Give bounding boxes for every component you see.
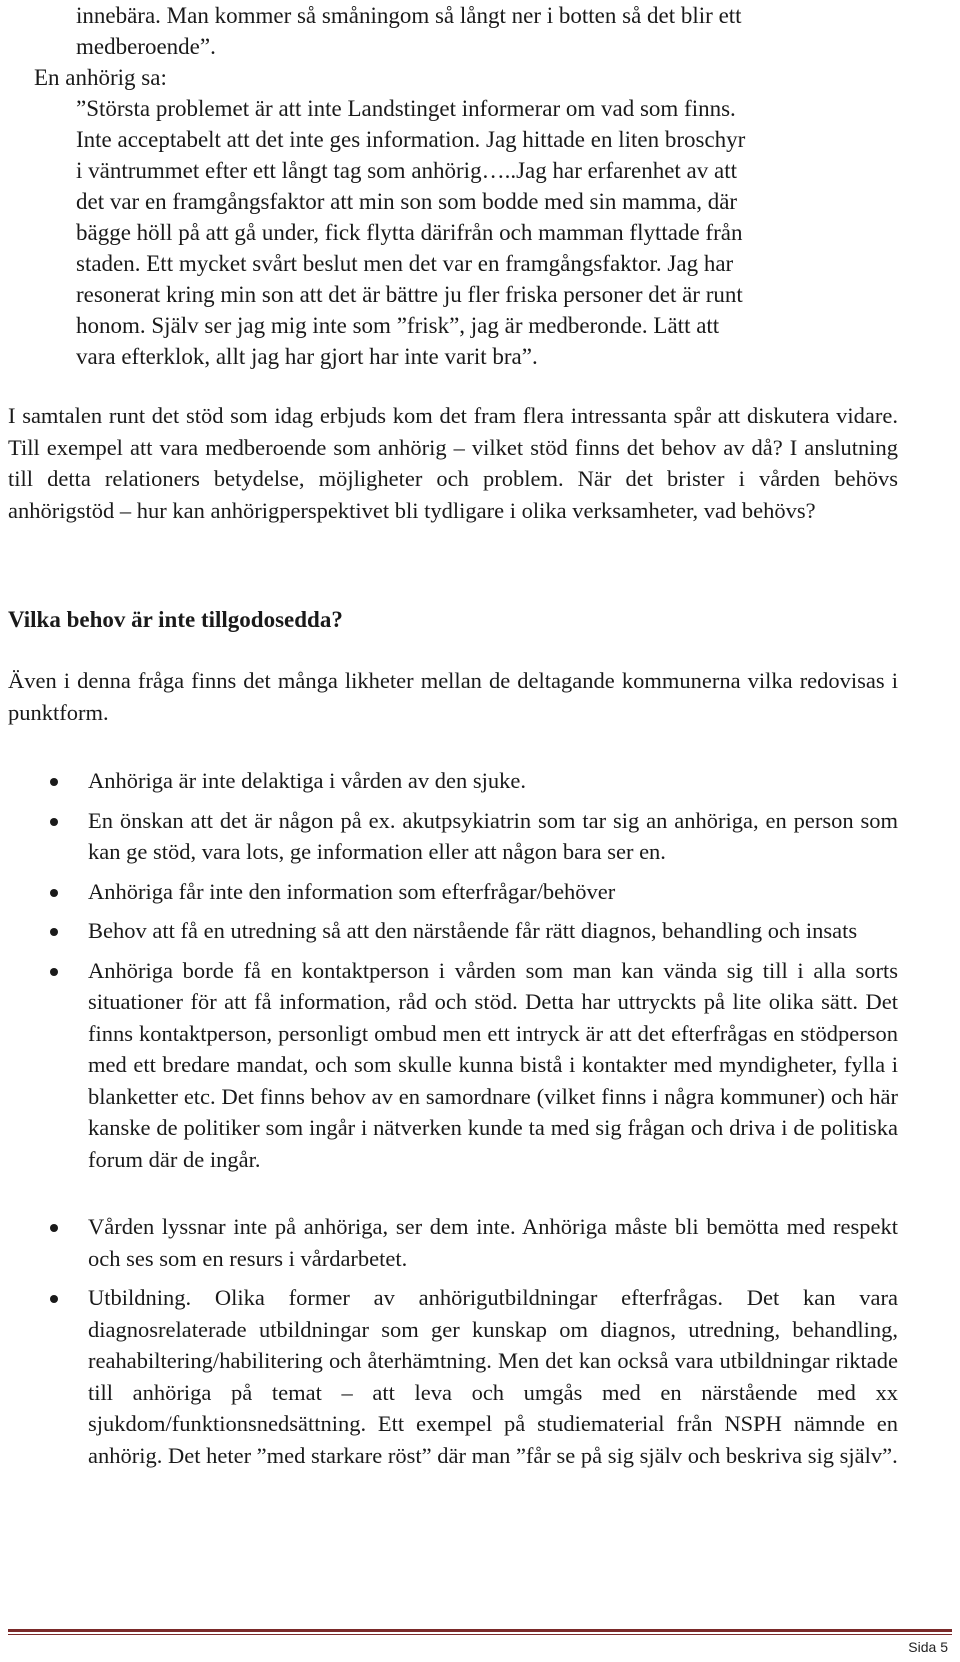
footer-divider-thin — [8, 1634, 952, 1635]
quote-line: i väntrummet efter ett långt tag som anhörig…..Jag har erfarenhet av att — [76, 158, 738, 183]
quote-line: Inte acceptabelt att det inte ges information. Jag hittade en liten broschyr — [76, 127, 746, 152]
bullet-dot-icon — [50, 818, 58, 826]
bullet-dot-icon — [50, 889, 58, 897]
quote-main — [76, 93, 896, 372]
bullet-dot-icon — [50, 778, 58, 786]
list-item: En önskan att det är någon på ex. akutpsykiatrin som tar sig an anhöriga, en person som kan ge stöd, vara lots, ge information eller att någon bara ser en. — [48, 805, 898, 868]
quote-intro — [76, 0, 896, 62]
quote-line: det var en framgångsfaktor att min son som bodde med sin mamma, där — [76, 189, 738, 214]
quote-line: resonerat kring min son att det är bättre ju fler friska personer det är runt — [76, 282, 743, 307]
list-item: Vården lyssnar inte på anhöriga, ser dem inte. Anhöriga måste bli bemötta med respekt och ses som en resurs i vårdarbetet. — [48, 1211, 898, 1274]
bullet-dot-icon — [50, 928, 58, 936]
quote-line: staden. Ett mycket svårt beslut men det var en framgångsfaktor. Jag har — [76, 251, 734, 276]
quote-line: honom. Själv ser jag mig inte som ”frisk”, jag är medberonde. Lätt att — [76, 313, 720, 338]
footer-divider — [8, 1629, 952, 1632]
list-item: Utbildning. Olika former av anhörigutbildningar efterfrågas. Det kan vara diagnosrelaterade utbildningar som ger kunskap om diagnos, utredning, behandling, reahabiltering/habilitering och återhämtning. Men det kan också vara utbildningar riktade till anhöriga på temat – att leva och umgås med en närstående med xx sjukdom/funktionsnedsättning. Ett exempel på studiematerial från NSPH nämnde en anhörig. Det heter ”med starkare röst” där man ”får se på sig själv och beskriva sig själv”. — [48, 1282, 898, 1471]
quote-line: ”Största problemet är att inte Landstinget informerar om vad som finns. — [76, 96, 736, 121]
relative-said-label: En anhörig sa: — [34, 65, 167, 90]
needs-bullet-list — [48, 765, 898, 1471]
quote-line: medberoende”. — [76, 34, 216, 59]
quote-line: innebära. Man kommer så småningom så långt ner i botten så det blir ett — [76, 3, 742, 28]
quote-line: bägge höll på att gå under, fick flytta därifrån och mamman flyttade från — [76, 220, 743, 245]
bullet-dot-icon — [50, 1224, 58, 1232]
intro-paragraph: Även i denna fråga finns det många likheter mellan de deltagande kommunerna vilka redovisas i punktform. — [8, 668, 898, 725]
list-item: Behov att få en utredning så att den närstående får rätt diagnos, behandling och insats — [48, 915, 898, 947]
bullet-dot-icon — [50, 968, 58, 976]
quote-line: vara efterklok, allt jag har gjort har inte varit bra”. — [76, 344, 538, 369]
section-heading: Vilka behov är inte tillgodosedda? — [8, 607, 343, 632]
page-number: Sida 5 — [908, 1639, 948, 1655]
list-item: Anhöriga borde få en kontaktperson i vården som man kan vända sig till i alla sorts situationer för att få information, råd och stöd. Detta har uttryckts på lite olika sätt. Det finns kontaktperson, personligt ombud men ett intryck är att det efterfrågas en stödperson med ett bredare mandat, och som skulle kunna bistå i kontakter med myndigheter, fylla i blanketter etc. Det finns behov av en samordnare (vilket finns i några kommuner) och här kanske de politiker som ingår i nätverken kunde ta med sig frågan och driva i de politiska forum där de ingår. — [48, 955, 898, 1176]
bullet-dot-icon — [50, 1295, 58, 1303]
list-item: Anhöriga är inte delaktiga i vården av den sjuke. — [48, 765, 898, 797]
support-paragraph: I samtalen runt det stöd som idag erbjuds kom det fram flera intressanta spår att diskutera vidare. Till exempel att vara medberoende som anhörig – vilket stöd finns det behov av då? I anslutning till detta relationers betydelse, möjligheter och problem. När det brister i vården behövs anhörigstöd – hur kan anhörigperspektivet bli tydligare i olika verksamheter, vad behövs? — [8, 403, 898, 523]
list-item: Anhöriga får inte den information som efterfrågar/behöver — [48, 876, 898, 908]
